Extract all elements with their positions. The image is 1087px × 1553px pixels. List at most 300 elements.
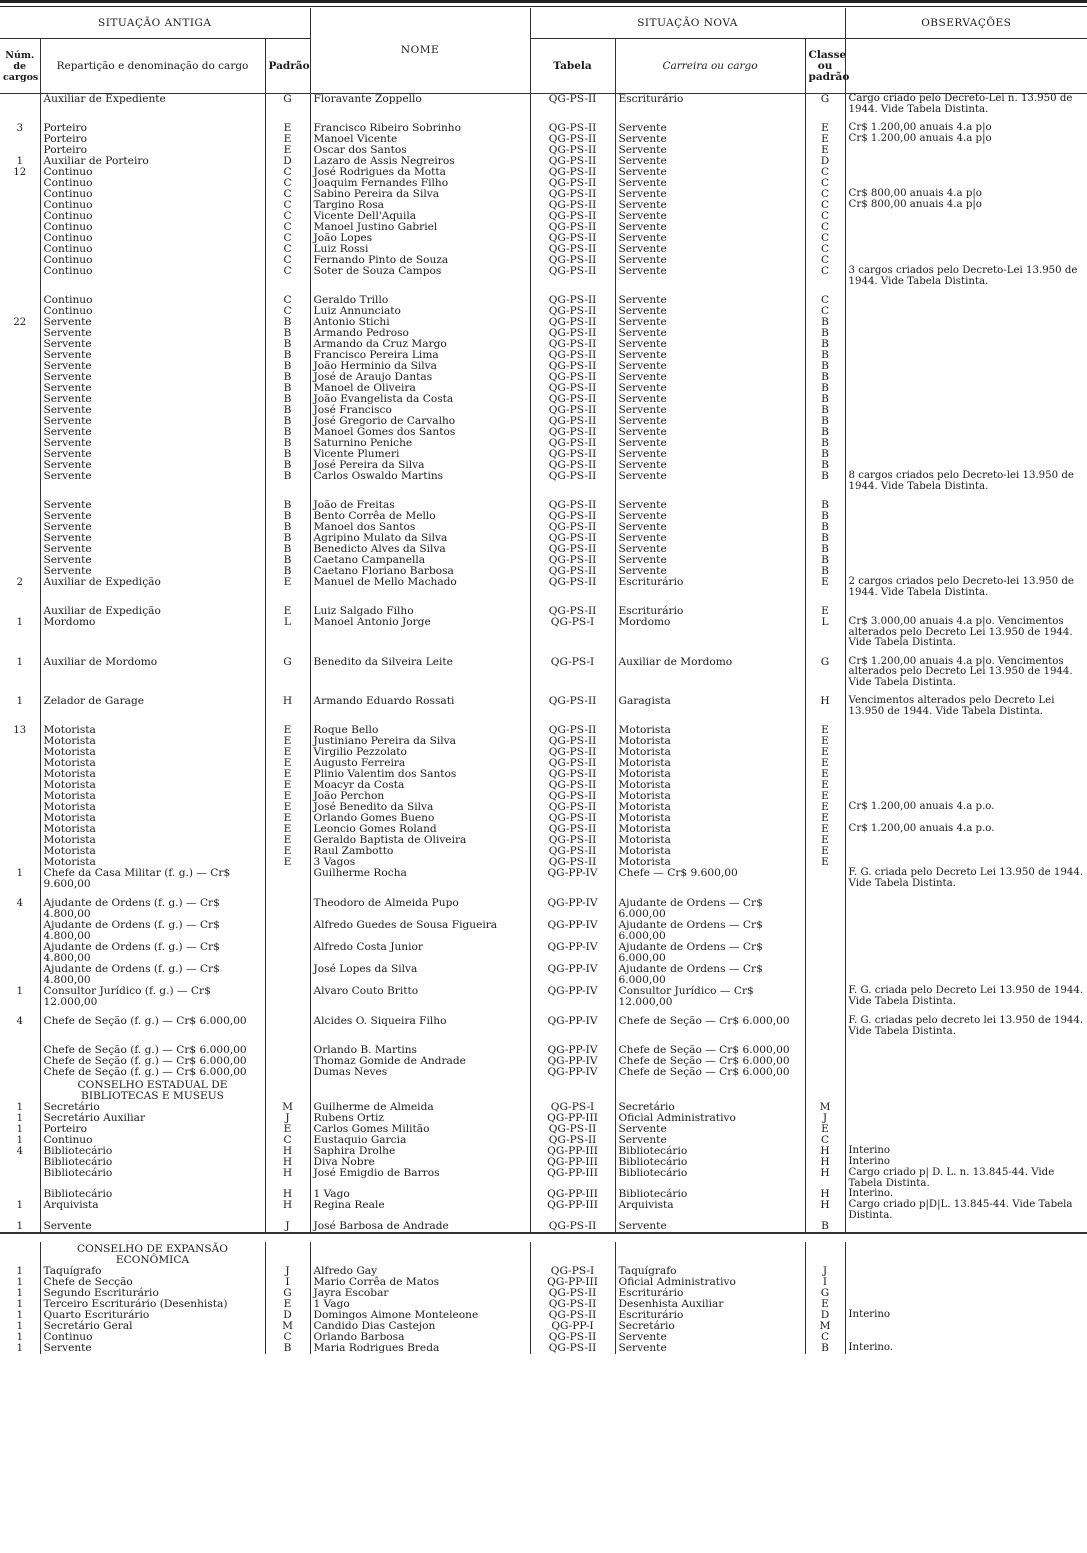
old-padrao: C xyxy=(265,244,310,255)
observacao: Interino xyxy=(845,1157,1087,1168)
table-row xyxy=(0,438,1087,449)
employee-name: Maria Rodrigues Breda xyxy=(310,1343,530,1354)
old-cargo: Continuo xyxy=(40,233,265,244)
tabela: QG-PS-II xyxy=(530,255,615,266)
new-cargo: Chefe de Seção — Cr$ 6.000,00 xyxy=(615,1056,805,1067)
new-classe: B xyxy=(805,1343,845,1354)
table-row xyxy=(0,511,1087,522)
observacao: Cr$ 1.200,00 anuais 4.a p|o. Vencimentos alterados pelo Decreto Lei 13.950 de 1944. Vide Tabela Distinta. xyxy=(845,657,1087,689)
new-cargo: Bibliotecário xyxy=(615,1189,805,1200)
observacao xyxy=(845,306,1087,317)
table-row xyxy=(0,1016,1087,1037)
new-cargo: Servente xyxy=(615,1332,805,1343)
tabela: QG-PS-II xyxy=(530,361,615,372)
tabela: QG-PS-II xyxy=(530,533,615,544)
tabela: QG-PS-II xyxy=(530,295,615,306)
tabela: QG-PS-II xyxy=(530,471,615,492)
old-padrao: B xyxy=(265,1343,310,1354)
old-padrao: B xyxy=(265,361,310,372)
new-classe: E xyxy=(805,813,845,824)
tabela: QG-PS-II xyxy=(530,427,615,438)
new-cargo: Motorista xyxy=(615,802,805,813)
cargo-count xyxy=(0,134,40,145)
observacao xyxy=(845,233,1087,244)
new-cargo: Servente xyxy=(615,178,805,189)
old-padrao xyxy=(265,1016,310,1037)
new-cargo: Servente xyxy=(615,555,805,566)
tabela: QG-PS-II xyxy=(530,460,615,471)
tabela: QG-PS-II xyxy=(530,566,615,577)
table-row xyxy=(0,211,1087,222)
tabela: QG-PS-II xyxy=(530,438,615,449)
observacao xyxy=(845,1056,1087,1067)
old-cargo: Segundo Escriturário xyxy=(40,1288,265,1299)
observacao xyxy=(845,1102,1087,1113)
table-row xyxy=(0,617,1087,649)
new-classe: M xyxy=(805,1102,845,1113)
old-padrao: C xyxy=(265,200,310,211)
tabela: QG-PS-II xyxy=(530,134,615,145)
tabela: QG-PP-IV xyxy=(530,1016,615,1037)
employee-name: Armando Pedroso xyxy=(310,328,530,339)
employee-name: Theodoro de Almeida Pupo xyxy=(310,898,530,920)
old-padrao xyxy=(265,942,310,964)
table-row xyxy=(0,339,1087,350)
header-situacao-nova: SITUAÇÃO NOVA xyxy=(530,8,845,39)
new-cargo: Servente xyxy=(615,255,805,266)
tabela: QG-PS-II xyxy=(530,1288,615,1299)
new-cargo: Servente xyxy=(615,339,805,350)
cargo-count xyxy=(0,189,40,200)
employee-name: João Evangelista da Costa xyxy=(310,394,530,405)
tabela: QG-PS-II xyxy=(530,1343,615,1354)
new-classe xyxy=(805,898,845,920)
new-classe xyxy=(805,868,845,890)
old-padrao xyxy=(265,1056,310,1067)
tabela: QG-PS-II xyxy=(530,339,615,350)
cargo-count xyxy=(0,1045,40,1056)
old-padrao: E xyxy=(265,606,310,617)
new-classe: D xyxy=(805,1310,845,1321)
old-padrao: B xyxy=(265,533,310,544)
cargo-count xyxy=(0,555,40,566)
tabela: QG-PS-II xyxy=(530,178,615,189)
old-padrao: B xyxy=(265,372,310,383)
employee-name: Targino Rosa xyxy=(310,200,530,211)
table-row xyxy=(0,350,1087,361)
old-cargo: Motorista xyxy=(40,857,265,868)
new-classe: E xyxy=(805,758,845,769)
employee-name: Regina Reale xyxy=(310,1200,530,1221)
old-cargo: Porteiro xyxy=(40,145,265,156)
table-row xyxy=(0,942,1087,964)
observacao xyxy=(845,533,1087,544)
table-row xyxy=(0,167,1087,178)
employee-name: Augusto Ferreira xyxy=(310,758,530,769)
tabela: QG-PP-IV xyxy=(530,1045,615,1056)
new-cargo: Servente xyxy=(615,328,805,339)
new-cargo: Servente xyxy=(615,295,805,306)
employee-name: Francisco Ribeiro Sobrinho xyxy=(310,123,530,134)
tabela: QG-PS-II xyxy=(530,555,615,566)
table-row xyxy=(0,222,1087,233)
tabela: QG-PS-II xyxy=(530,189,615,200)
header-tabela: Tabela xyxy=(530,39,615,94)
employee-name: Virgilio Pezzolato xyxy=(310,747,530,758)
tabela: QG-PS-II xyxy=(530,416,615,427)
employee-name: Manoel Justino Gabriel xyxy=(310,222,530,233)
table-row xyxy=(0,696,1087,717)
employee-name: Saturnino Peniche xyxy=(310,438,530,449)
employee-name: Benedicto Alves da Silva xyxy=(310,544,530,555)
tabela: QG-PS-I xyxy=(530,617,615,649)
tabela: QG-PS-II xyxy=(530,350,615,361)
observacao xyxy=(845,394,1087,405)
table-row xyxy=(0,522,1087,533)
old-padrao: B xyxy=(265,566,310,577)
table-row xyxy=(0,1221,1087,1233)
new-classe: C xyxy=(805,306,845,317)
tabela: QG-PS-II xyxy=(530,857,615,868)
old-cargo: Continuo xyxy=(40,306,265,317)
employee-name: Manoel de Oliveira xyxy=(310,383,530,394)
new-classe: B xyxy=(805,460,845,471)
old-padrao: I xyxy=(265,1277,310,1288)
header-nome: NOME xyxy=(310,8,530,94)
employee-name: Diva Nobre xyxy=(310,1157,530,1168)
new-classe: B xyxy=(805,555,845,566)
cargo-count xyxy=(0,846,40,857)
cargo-count: 1 xyxy=(16,656,23,668)
observacao xyxy=(845,405,1087,416)
cargo-count: 1 xyxy=(16,156,23,167)
tabela: QG-PS-II xyxy=(530,696,615,717)
cargo-count xyxy=(0,372,40,383)
old-cargo: Servente xyxy=(40,361,265,372)
new-classe: L xyxy=(805,617,845,649)
employee-name: Sabino Pereira da Silva xyxy=(310,189,530,200)
new-classe: H xyxy=(805,1168,845,1189)
new-classe: G xyxy=(805,657,845,689)
old-padrao: C xyxy=(265,189,310,200)
cargo-count: 1 xyxy=(16,1113,23,1124)
old-padrao: E xyxy=(265,577,310,598)
employee-name: Domingos Aimone Monteleone xyxy=(310,1310,530,1321)
old-padrao: E xyxy=(265,725,310,736)
header-num-cargos: Núm. de cargos xyxy=(0,39,40,94)
cargo-count xyxy=(0,328,40,339)
observacao xyxy=(845,1277,1087,1288)
old-padrao: B xyxy=(265,328,310,339)
cargo-count: 4 xyxy=(16,898,23,909)
new-cargo: Chefe de Seção — Cr$ 6.000,00 xyxy=(615,1067,805,1078)
cargo-count: 2 xyxy=(16,577,23,588)
observacao xyxy=(845,449,1087,460)
new-classe: E xyxy=(805,857,845,868)
tabela: QG-PS-II xyxy=(530,813,615,824)
new-cargo: Ajudante de Ordens — Cr$ 6.000,00 xyxy=(615,964,805,986)
tabela: QG-PS-II xyxy=(530,123,615,134)
table-row xyxy=(0,1067,1087,1078)
cargo-count xyxy=(0,1157,40,1168)
table-row xyxy=(0,317,1087,328)
tabela: QG-PS-II xyxy=(530,317,615,328)
observacao xyxy=(845,1266,1087,1277)
employee-name: Guilherme Rocha xyxy=(310,868,530,890)
old-cargo: Auxiliar de Expedição xyxy=(40,577,265,598)
cargo-count xyxy=(0,361,40,372)
old-cargo: Motorista xyxy=(40,758,265,769)
new-cargo: Servente xyxy=(615,383,805,394)
tabela: QG-PS-II xyxy=(530,1221,615,1233)
tabela: QG-PS-II xyxy=(530,383,615,394)
table-row xyxy=(0,920,1087,942)
new-cargo: Servente xyxy=(615,449,805,460)
old-padrao: C xyxy=(265,1135,310,1146)
employee-name: Alcides O. Siqueira Filho xyxy=(310,1016,530,1037)
old-padrao: C xyxy=(265,178,310,189)
new-cargo: Motorista xyxy=(615,857,805,868)
cargo-count: 22 xyxy=(13,317,27,328)
old-padrao: B xyxy=(265,544,310,555)
new-classe: B xyxy=(805,317,845,328)
new-cargo: Servente xyxy=(615,471,805,492)
cargo-count: 4 xyxy=(16,1146,23,1157)
old-cargo: Servente xyxy=(40,383,265,394)
table-row xyxy=(0,233,1087,244)
old-padrao: C xyxy=(265,255,310,266)
old-cargo: Secretário Geral xyxy=(40,1321,265,1332)
new-classe: B xyxy=(805,449,845,460)
tabela: QG-PS-II xyxy=(530,1135,615,1146)
cargo-count xyxy=(0,471,40,492)
old-padrao: B xyxy=(265,405,310,416)
old-cargo: Motorista xyxy=(40,835,265,846)
employee-name: Alvaro Couto Britto xyxy=(310,986,530,1008)
row-gap xyxy=(0,717,1087,725)
old-cargo: Auxiliar de Mordomo xyxy=(40,657,265,689)
employee-name: Leoncio Gomes Roland xyxy=(310,824,530,835)
new-cargo: Motorista xyxy=(615,824,805,835)
cargo-count: 1 xyxy=(16,617,23,628)
cargo-count xyxy=(0,427,40,438)
tabela: QG-PS-II xyxy=(530,824,615,835)
new-classe: C xyxy=(805,1332,845,1343)
employee-name: Alfredo Guedes de Sousa Figueira xyxy=(310,920,530,942)
new-cargo: Escriturário xyxy=(615,1288,805,1299)
old-cargo: Continuo xyxy=(40,244,265,255)
old-cargo: Servente xyxy=(40,522,265,533)
old-padrao: E xyxy=(265,813,310,824)
top-rule-thin xyxy=(0,6,1087,7)
table-row xyxy=(0,824,1087,835)
old-cargo: Servente xyxy=(40,372,265,383)
cargo-count xyxy=(0,178,40,189)
cargo-count xyxy=(0,769,40,780)
old-cargo: Taquígrafo xyxy=(40,1266,265,1277)
header-classe: Classe ou padrão xyxy=(805,39,845,94)
observacao xyxy=(845,317,1087,328)
cargo-count xyxy=(0,233,40,244)
table-row xyxy=(0,657,1087,689)
new-cargo: Servente xyxy=(615,306,805,317)
observacao xyxy=(845,725,1087,736)
employee-name: Armando Eduardo Rossati xyxy=(310,696,530,717)
employee-name: Floravante Zoppello xyxy=(310,94,530,116)
cargo-count xyxy=(0,964,40,986)
new-classe xyxy=(805,1016,845,1037)
old-cargo: Secretário Auxiliar xyxy=(40,1113,265,1124)
old-padrao: E xyxy=(265,857,310,868)
tabela: QG-PS-II xyxy=(530,328,615,339)
table-row xyxy=(0,868,1087,890)
new-cargo: Servente xyxy=(615,211,805,222)
employee-name: Roque Bello xyxy=(310,725,530,736)
old-padrao: H xyxy=(265,696,310,717)
old-cargo: Continuo xyxy=(40,255,265,266)
employee-name: Carlos Oswaldo Martins xyxy=(310,471,530,492)
new-cargo: Oficial Administrativo xyxy=(615,1277,805,1288)
old-padrao: D xyxy=(265,156,310,167)
new-cargo: Bibliotecário xyxy=(615,1146,805,1157)
new-cargo: Servente xyxy=(615,156,805,167)
old-cargo: Continuo xyxy=(40,266,265,287)
tabela: QG-PS-II xyxy=(530,222,615,233)
old-cargo: Ajudante de Ordens (f. g.) — Cr$ 4.800,00 xyxy=(40,964,265,986)
new-classe xyxy=(805,964,845,986)
old-cargo: Motorista xyxy=(40,780,265,791)
employee-name: Benedito da Silveira Leite xyxy=(310,657,530,689)
new-cargo: Servente xyxy=(615,361,805,372)
old-padrao: B xyxy=(265,427,310,438)
employee-name: Dumas Neves xyxy=(310,1067,530,1078)
old-padrao: B xyxy=(265,317,310,328)
cargo-count xyxy=(0,295,40,306)
new-cargo: Escriturário xyxy=(615,606,805,617)
tabela: QG-PP-IV xyxy=(530,898,615,920)
old-padrao: E xyxy=(265,747,310,758)
old-cargo: Chefe de Secção xyxy=(40,1277,265,1288)
new-classe: C xyxy=(805,244,845,255)
cargo-count: 1 xyxy=(16,1310,23,1321)
old-cargo: Consultor Jurídico (f. g.) — Cr$ 12.000,00 xyxy=(40,986,265,1008)
new-cargo: Servente xyxy=(615,167,805,178)
observacao xyxy=(845,1221,1087,1233)
new-cargo: Servente xyxy=(615,427,805,438)
old-padrao: B xyxy=(265,383,310,394)
employee-name: Joaquim Fernandes Filho xyxy=(310,178,530,189)
cargo-count xyxy=(0,1056,40,1067)
table-row xyxy=(0,747,1087,758)
tabela: QG-PS-II xyxy=(530,1332,615,1343)
table-row xyxy=(0,1146,1087,1157)
new-classe: E xyxy=(805,725,845,736)
old-padrao: C xyxy=(265,222,310,233)
cargo-count: 1 xyxy=(16,1200,23,1211)
new-cargo: Motorista xyxy=(615,758,805,769)
table-row xyxy=(0,769,1087,780)
old-padrao xyxy=(265,1067,310,1078)
observacao xyxy=(845,361,1087,372)
observacao: Cr$ 1.200,00 anuais 4.a p|o xyxy=(845,123,1087,134)
old-padrao: H xyxy=(265,1200,310,1221)
cargo-count: 1 xyxy=(16,1277,23,1288)
observacao xyxy=(845,942,1087,964)
new-cargo: Servente xyxy=(615,522,805,533)
cargo-count xyxy=(0,544,40,555)
tabela: QG-PS-II xyxy=(530,1310,615,1321)
table-row xyxy=(0,1299,1087,1310)
table-row xyxy=(0,1310,1087,1321)
new-cargo: Servente xyxy=(615,500,805,511)
table-row xyxy=(0,986,1087,1008)
row-gap xyxy=(0,287,1087,295)
new-cargo: Motorista xyxy=(615,769,805,780)
old-cargo: Porteiro xyxy=(40,1124,265,1135)
new-cargo: Servente xyxy=(615,1343,805,1354)
old-padrao: E xyxy=(265,824,310,835)
observacao xyxy=(845,522,1087,533)
employee-name: Lazaro de Assis Negreiros xyxy=(310,156,530,167)
header-carreira: Carreira ou cargo xyxy=(615,39,805,94)
observacao xyxy=(845,758,1087,769)
employee-name: Agripino Mulato da Silva xyxy=(310,533,530,544)
table-row xyxy=(0,846,1087,857)
new-cargo: Chefe de Seção — Cr$ 6.000,00 xyxy=(615,1045,805,1056)
old-cargo: Bibliotecário xyxy=(40,1157,265,1168)
table-row xyxy=(0,758,1087,769)
observacao xyxy=(845,1113,1087,1124)
observacao: Cr$ 1.200,00 anuais 4.a p.o. xyxy=(845,824,1087,835)
cargo-count xyxy=(0,1189,40,1200)
table-row xyxy=(0,361,1087,372)
tabela: QG-PS-II xyxy=(530,736,615,747)
employee-name: Rubens Ortiz xyxy=(310,1113,530,1124)
old-cargo: Chefe de Seção (f. g.) — Cr$ 6.000,00 xyxy=(40,1016,265,1037)
cargo-count xyxy=(0,145,40,156)
employee-name: Orlando Gomes Bueno xyxy=(310,813,530,824)
old-cargo: Chefe de Seção (f. g.) — Cr$ 6.000,00 xyxy=(40,1056,265,1067)
new-classe: M xyxy=(805,1321,845,1332)
tabela: QG-PS-II xyxy=(530,306,615,317)
observacao: Cr$ 800,00 anuais 4.a p|o xyxy=(845,189,1087,200)
observacao xyxy=(845,835,1087,846)
new-classe: B xyxy=(805,339,845,350)
new-classe: E xyxy=(805,1124,845,1135)
new-classe: C xyxy=(805,233,845,244)
header-padrao: Padrão xyxy=(265,39,310,94)
table-row xyxy=(0,577,1087,598)
old-cargo: Motorista xyxy=(40,791,265,802)
old-cargo: Motorista xyxy=(40,824,265,835)
tabela: QG-PP-III xyxy=(530,1200,615,1221)
old-padrao: G xyxy=(265,657,310,689)
old-cargo: Servente xyxy=(40,544,265,555)
cargo-count xyxy=(0,405,40,416)
new-classe: C xyxy=(805,189,845,200)
observacao xyxy=(845,780,1087,791)
observacao: F. G. criada pelo Decreto Lei 13.950 de 1944. Vide Tabela Distinta. xyxy=(845,868,1087,890)
employee-name: José Lopes da Silva xyxy=(310,964,530,986)
observacao: Vencimentos alterados pelo Decreto Lei 13.950 de 1944. Vide Tabela Distinta. xyxy=(845,696,1087,717)
observacao: 3 cargos criados pelo Decreto-Lei 13.950 de 1944. Vide Tabela Distinta. xyxy=(845,266,1087,287)
observacao xyxy=(845,328,1087,339)
new-cargo: Arquivista xyxy=(615,1200,805,1221)
old-padrao: H xyxy=(265,1189,310,1200)
cargo-count xyxy=(0,533,40,544)
employee-name: Thomaz Gomide de Andrade xyxy=(310,1056,530,1067)
employee-name: Manoel Gomes dos Santos xyxy=(310,427,530,438)
